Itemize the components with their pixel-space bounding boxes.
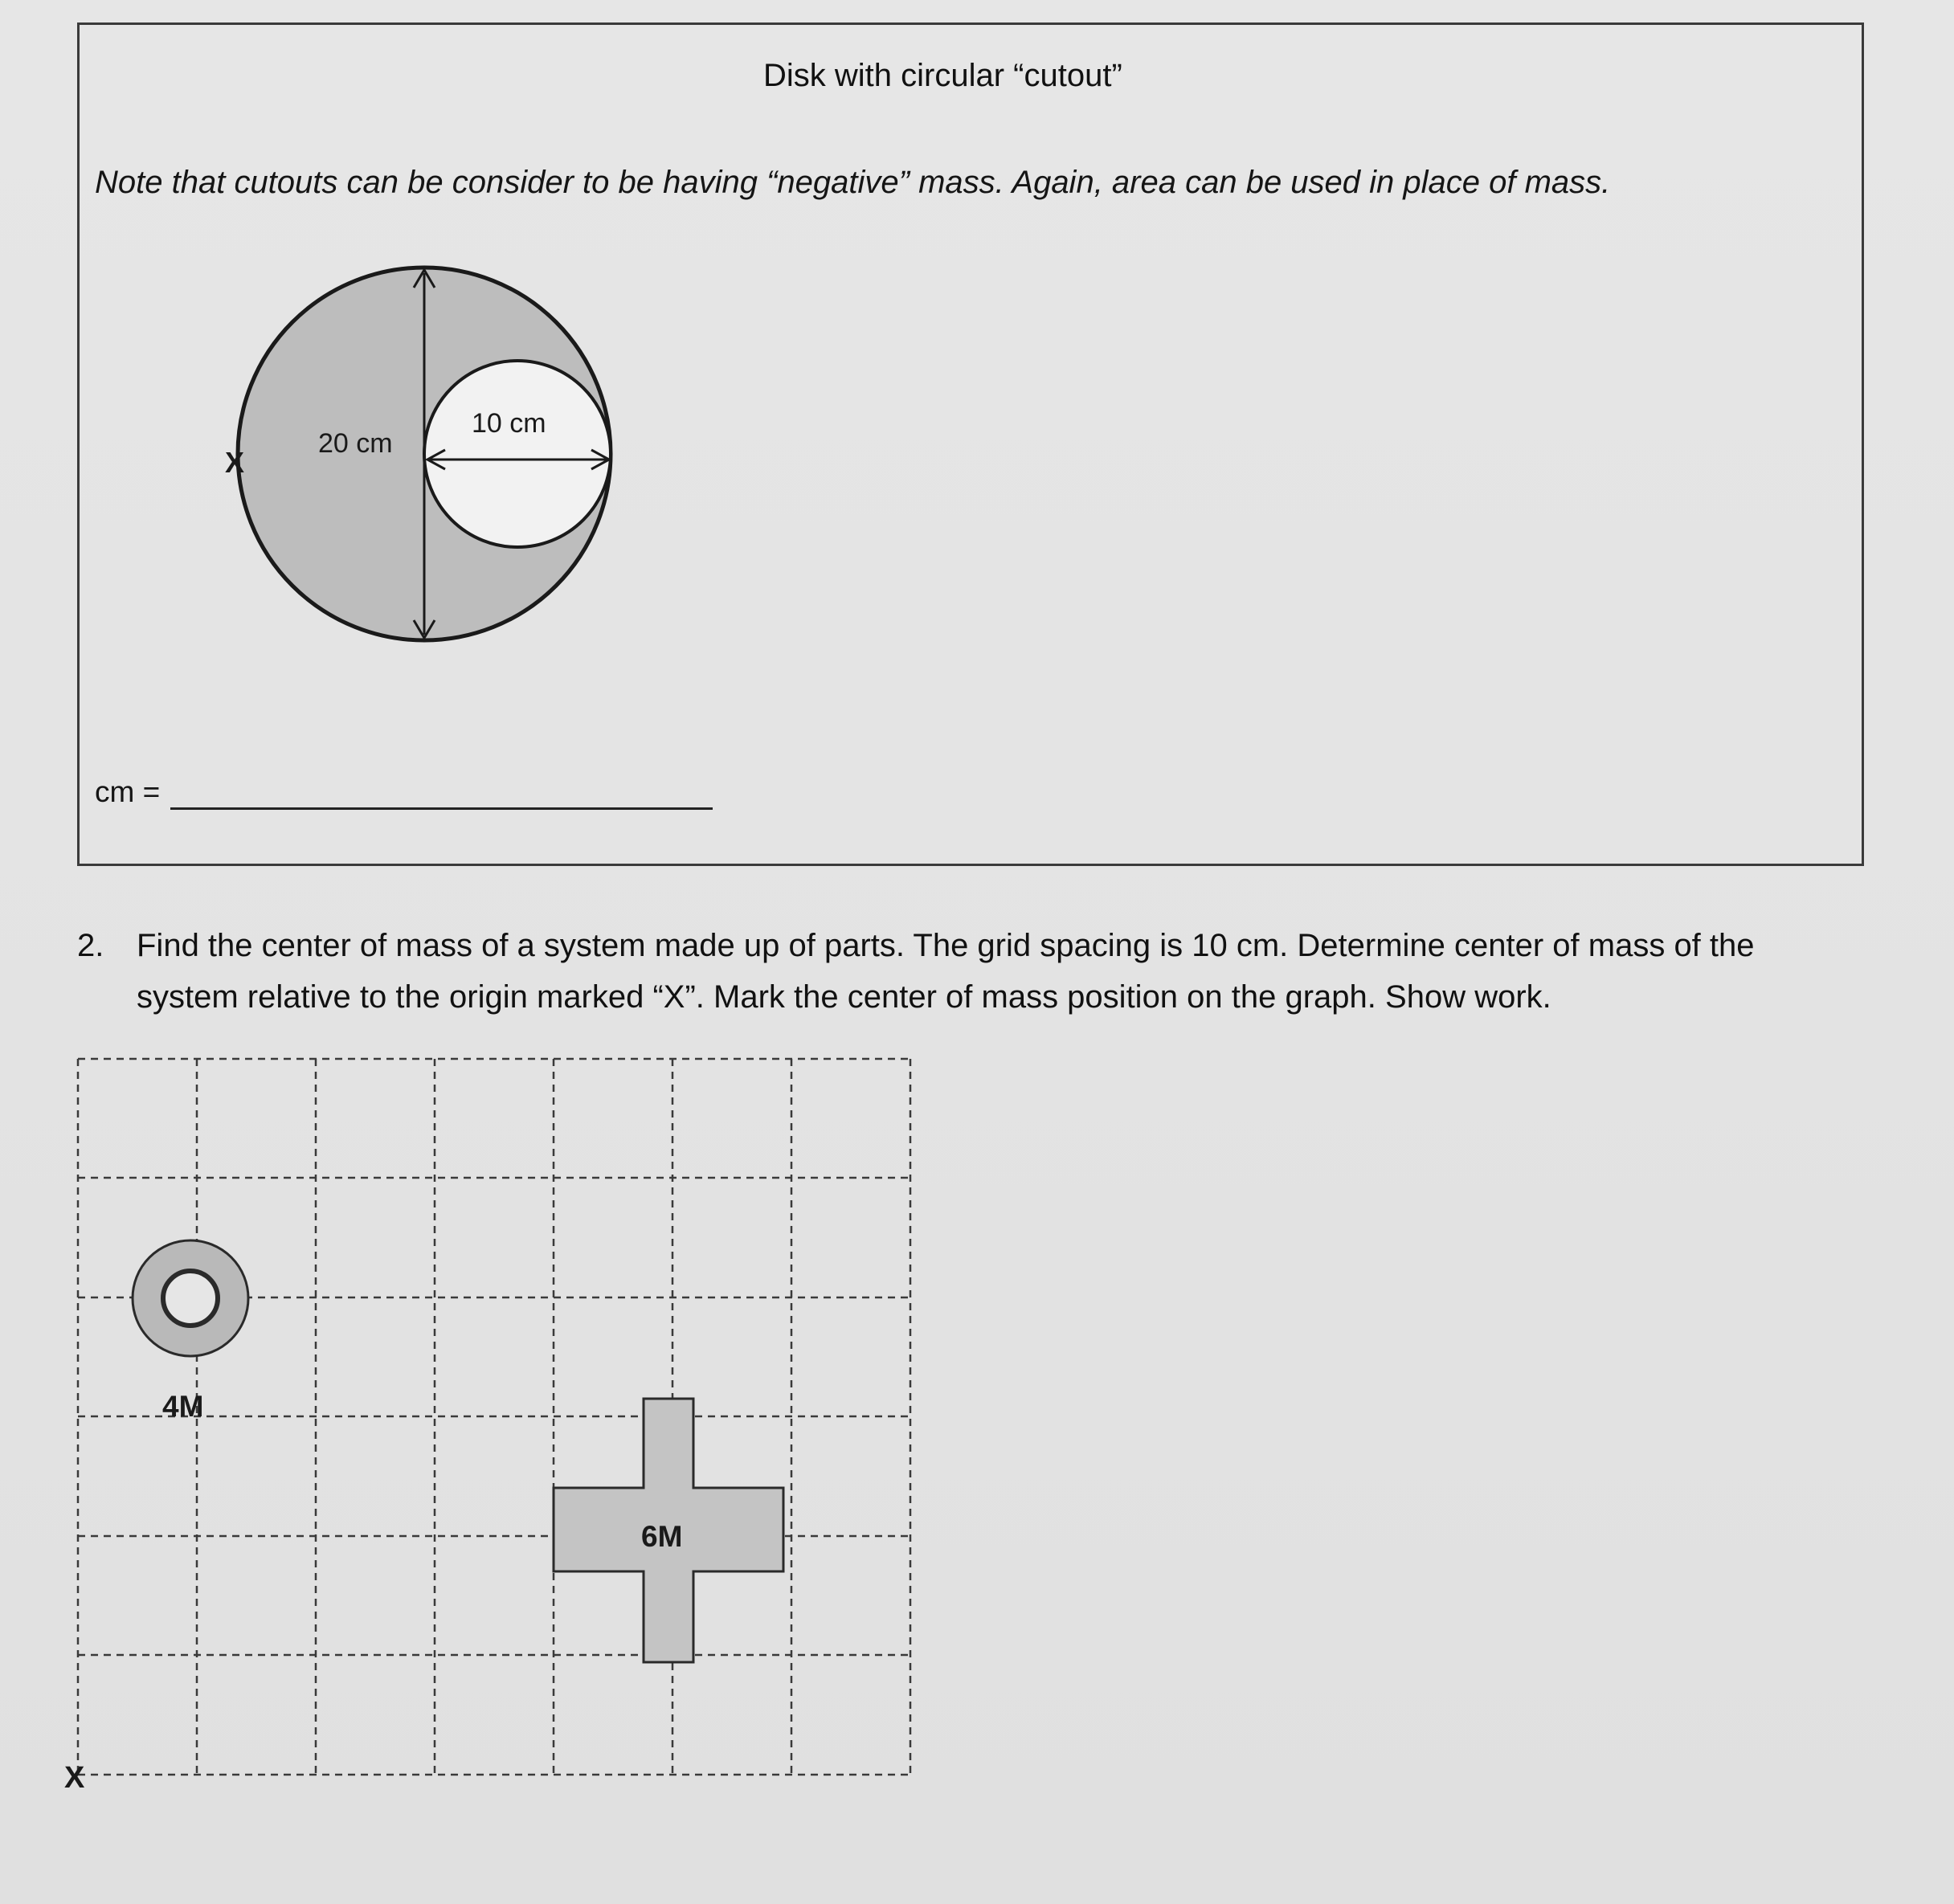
- answer-blank-line[interactable]: [170, 807, 713, 810]
- outer-diameter-label: 20 cm: [318, 428, 393, 459]
- disk-cutout-figure: [209, 257, 627, 659]
- section-1-note: Note that cutouts can be consider to be having “negative” mass. Again, area can be used in place of mass.: [95, 165, 1611, 200]
- question-2-line-1: Find the center of mass of a system made up of parts. The grid spacing is 10 cm. Determine center of mass of the: [137, 928, 1755, 963]
- ring-hole: [163, 1271, 218, 1326]
- answer-label: cm =: [95, 775, 161, 808]
- grid-figure: [56, 1044, 924, 1800]
- section-1-title: Disk with circular “cutout”: [763, 58, 1122, 93]
- cross-mass-label: 6M: [641, 1520, 683, 1553]
- question-2-text: [137, 920, 1904, 1023]
- origin-mark-grid: X: [64, 1761, 85, 1795]
- question-number: 2.: [77, 928, 104, 963]
- origin-mark-disk: X: [225, 446, 245, 479]
- question-2-line-2: system relative to the origin marked “X”. Mark the center of mass position on the graph. Show work.: [137, 979, 1551, 1015]
- cutout-diameter-label: 10 cm: [472, 408, 546, 439]
- cutout-circle: [424, 361, 611, 547]
- ring-mass-label: 4M: [162, 1390, 204, 1423]
